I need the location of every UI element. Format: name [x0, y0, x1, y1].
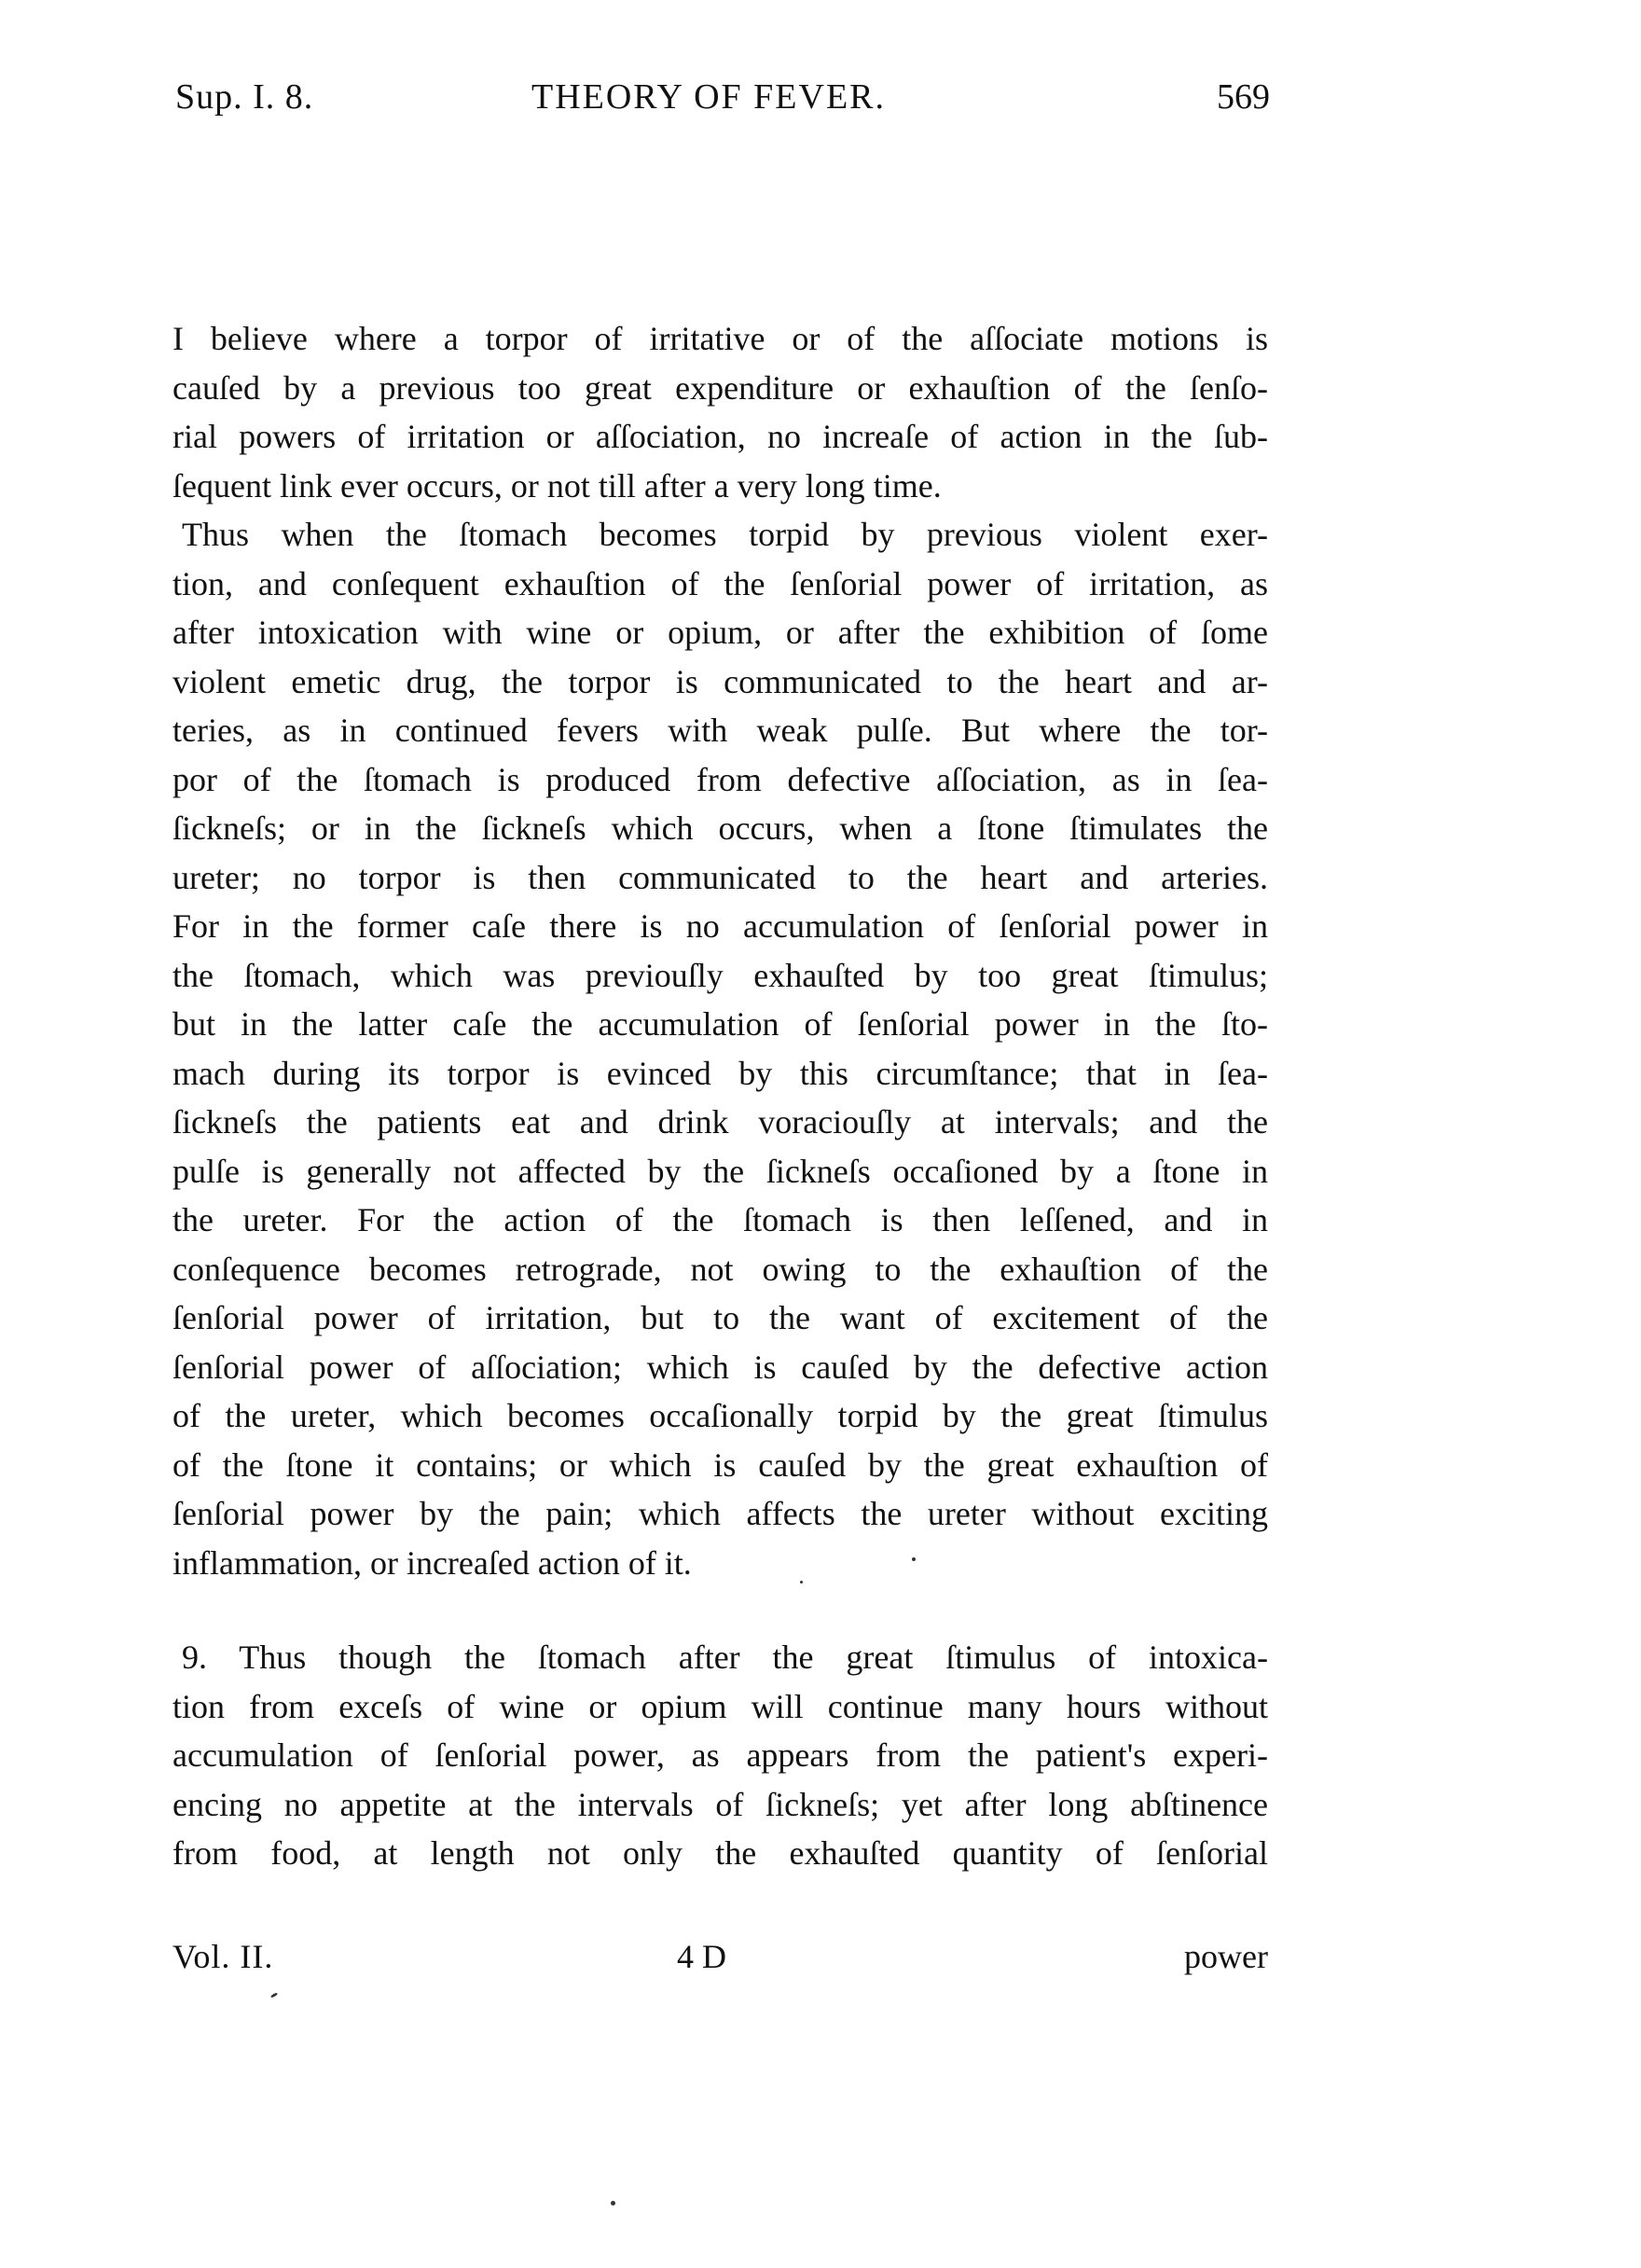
signature-mark: 4 D	[677, 1938, 726, 1975]
scan-speck	[270, 1992, 278, 1998]
text-line: ſenſorial power of irritation, but to the want of excitement of the	[172, 1299, 1268, 1336]
text-line: cauſed by a previous too great expenditure or exhauſtion of the ſenſo-	[172, 368, 1268, 407]
scan-speck	[912, 1557, 916, 1561]
page-number: 569	[1217, 77, 1270, 117]
text-line: ſequent link ever occurs, or not till after a very long time.	[172, 466, 942, 505]
volume-label: Vol. II.	[172, 1938, 274, 1975]
paragraph-stomach-torpid	[172, 510, 1268, 1587]
text-line: the ureter. For the action of the ſtomach is then leſſened, and in	[172, 1201, 1268, 1238]
text-line: tion, and conſequent exhauſtion of the ſenſorial power of irritation, as	[172, 564, 1268, 602]
scan-speck	[611, 2201, 615, 2206]
scan-speck	[800, 1581, 803, 1583]
text-line: For in the former caſe there is no accumulation of ſenſorial power in	[172, 907, 1268, 945]
section-9-paragraph	[172, 1633, 1268, 1878]
text-line: Thus when the ſtomach becomes torpid by previous violent exer-	[182, 516, 1268, 553]
text-line: conſequence becomes retrograde, not owing to the exhauſtion of the	[172, 1250, 1268, 1288]
text-line: teries, as in continued fevers with weak pulſe. But where the tor-	[172, 712, 1268, 749]
text-line: accumulation of ſenſorial power, as appears from the patient's experi-	[172, 1736, 1268, 1774]
text-line: after intoxication with wine or opium, or after the exhibition of ſome	[172, 614, 1268, 651]
text-line: of the ureter, which becomes occaſionally torpid by the great ſtimulus	[172, 1397, 1268, 1434]
text-line: tion from exceſs of wine or opium will continue many hours without	[172, 1687, 1268, 1725]
text-line: encing no appetite at the intervals of ſickneſs; yet after long abſtinence	[172, 1785, 1268, 1823]
text-line: violent emetic drug, the torpor is communicated to the heart and ar-	[172, 662, 1268, 700]
text-line: inflammation, or increaſed action of it.	[172, 1543, 692, 1582]
text-line: por of the ſtomach is produced from defective aſſociation, as in ſea-	[172, 760, 1268, 798]
text-line: of the ſtone it contains; or which is cauſed by the great exhauſtion of	[172, 1445, 1268, 1484]
text-line: I believe where a torpor of irritative or of the aſſociate motions is	[172, 320, 1268, 357]
text-line: ſenſorial power by the pain; which affects the ureter without exciting	[172, 1495, 1268, 1532]
text-line: pulſe is generally not affected by the ſickneſs occaſioned by a ſtone in	[172, 1152, 1268, 1190]
text-line: ſenſorial power of aſſociation; which is cauſed by the defective action	[172, 1348, 1268, 1386]
text-line: rial powers of irritation or aſſociation, no increaſe of action in the ſub-	[172, 418, 1268, 455]
text-line: but in the latter caſe the accumulation of ſenſorial power in the ſto-	[172, 1005, 1268, 1043]
running-title: THEORY OF FEVER.	[531, 77, 886, 117]
text-line: the ſtomach, which was previouſly exhauſted by too great ſtimulus;	[172, 956, 1268, 994]
text-line: 9. Thus though the ſtomach after the great ſtimulus of intoxica-	[182, 1639, 1268, 1676]
catchword: power	[1184, 1938, 1268, 1975]
text-line: from food, at length not only the exhauſted quantity of ſenſorial	[172, 1834, 1268, 1872]
paragraph-torpor-exhaustion	[172, 314, 1268, 510]
text-line: ſickneſs; or in the ſickneſs which occurs, when a ſtone ſtimulates the	[172, 809, 1268, 847]
text-line: mach during its torpor is evinced by this circumſtance; that in ſea-	[172, 1054, 1268, 1092]
text-line: ſickneſs the patients eat and drink voraciouſly at intervals; and the	[172, 1103, 1268, 1141]
section-reference: Sup. I. 8.	[175, 77, 314, 117]
text-line: ureter; no torpor is then communicated to the heart and arteries.	[172, 858, 1268, 896]
